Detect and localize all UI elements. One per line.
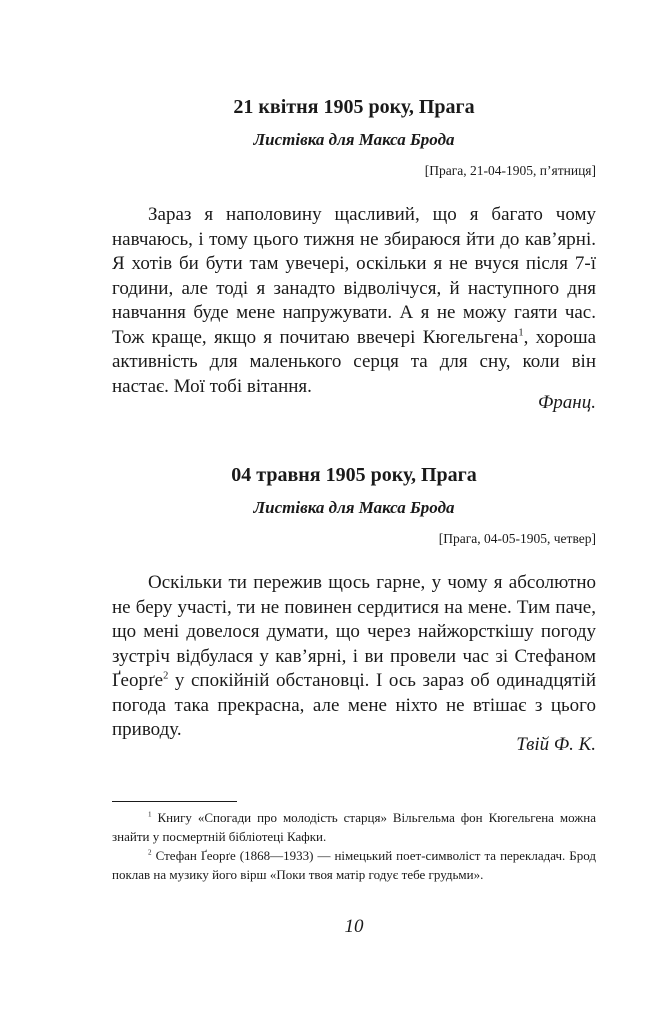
- letter-2-dateline: [Прага, 04-05-1905, четвер]: [438, 531, 596, 546]
- footnote-ref-1: 1: [518, 327, 524, 339]
- letter-1-signature: Франц.: [538, 392, 596, 413]
- letter-1-body: [112, 203, 596, 399]
- footnote-2-text: Стефан Ґеорґе (1868—1933) — німецький поет-символіст та перекладач. Брод поклав на музику його вірш «Поки твоя матір годує тебе грудьми».: [112, 848, 596, 882]
- footnote-1: [112, 808, 596, 846]
- letter-2-body: [112, 571, 596, 743]
- letter-2-signature: Твій Ф. К.: [516, 734, 596, 755]
- letter-1-title: 21 квітня 1905 року, Прага: [233, 96, 475, 118]
- book-page: [112, 0, 596, 1024]
- footnote-divider: [112, 801, 237, 802]
- letter-2-paragraph: [112, 571, 596, 743]
- letter-1-subtitle: Листівка для Макса Брода: [253, 130, 455, 149]
- footnote-1-text: Книгу «Спогади про молодість старця» Вільгельма фон Кюгельгена можна знайти у посмертній бібліотеці Кафки.: [112, 810, 596, 844]
- footnote-2: [112, 846, 596, 884]
- letter-2-title: 04 травня 1905 року, Прага: [231, 464, 477, 486]
- letter-2-text-part-1: Оскільки ти пережив щось гарне, у чому я абсолютно не беру участі, ти не повинен сердитися на мене. Тим паче, що мені довелося думати, що через найжорсткішу погоду зустріч відбулася у кав’ярні, і ви провели час зі Стефаном Ґеорґе: [112, 572, 596, 691]
- footnotes: [112, 808, 596, 884]
- letter-1-paragraph: [112, 203, 596, 399]
- letter-2-text-part-2: у спокійній обстановці. І ось зараз об одинадцятій погода така прекрасна, але мене ніхто не втішає з цього приводу.: [112, 670, 596, 740]
- letter-1-dateline: [Прага, 21-04-1905, п’ятниця]: [424, 163, 596, 178]
- letter-1-text-part-1: Зараз я наполовину щасливий, що я багато чому навчаюсь, і тому цього тижня не збираюся йти до кав’ярні. Я хотів би бути там увечері, оскільки я не вчуся після 7-ї години, але тоді я занадто відволічуся, й наступного дня навчання буде мене напружувати. А я не можу гаяти час. Тож краще, якщо я почитаю ввечері Кюгельгена: [112, 204, 596, 348]
- footnote-ref-2: 2: [163, 670, 169, 682]
- footnote-1-number: 1: [148, 810, 152, 819]
- letter-1-text-part-2: , хороша активність для маленького серця та для сну, коли він настає. Мої тобі вітання.: [112, 326, 597, 397]
- letter-2-subtitle: Листівка для Макса Брода: [253, 498, 455, 517]
- footnote-2-number: 2: [148, 848, 152, 857]
- page-number: 10: [344, 916, 364, 937]
